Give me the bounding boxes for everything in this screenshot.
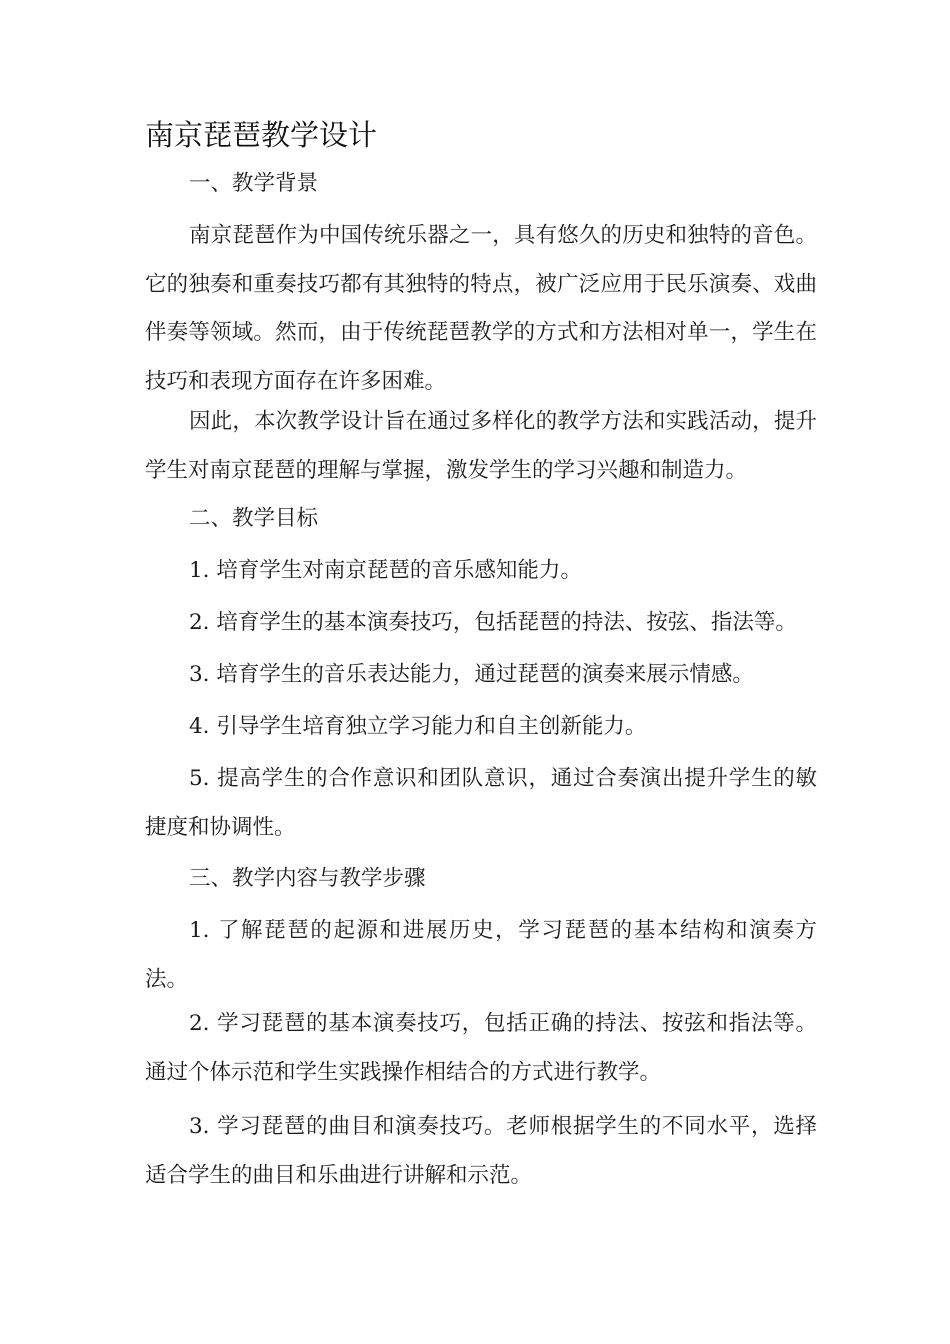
goal-item-5: 5. 提高学生的合作意识和团队意识，通过合奏演出提升学生的敏捷度和协调性。 — [145, 766, 817, 840]
step-item-1: 1. 了解琵琶的起源和进展历史，学习琵琶的基本结构和演奏方法。 — [145, 918, 817, 992]
step-item-2: 2. 学习琵琶的基本演奏技巧，包括正确的持法、按弦和指法等。通过个体示范和学生实践操作相结合的方式进行教学。 — [145, 1011, 817, 1085]
paragraph-background-2: 因此，本次教学设计旨在通过多样化的教学方法和实践活动，提升学生对南京琵琶的理解与掌握，激发学生的学习兴趣和制造力。 — [145, 409, 817, 483]
paragraph-background-1: 南京琵琶作为中国传统乐器之一，具有悠久的历史和独特的音色。它的独奏和重奏技巧都有其独特的特点，被广泛应用于民乐演奏、戏曲伴奏等领域。然而，由于传统琵琶教学的方式和方法相对单一，学生在技巧和表现方面存在许多困难。 — [145, 223, 817, 394]
section-heading-goals: 二、教学目标 — [189, 506, 319, 531]
goal-item-4: 4. 引导学生培育独立学习能力和自主创新能力。 — [189, 714, 647, 739]
section-heading-background: 一、教学背景 — [189, 171, 319, 196]
document-title: 南京琵琶教学设计 — [145, 118, 378, 152]
goal-item-2: 2. 培育学生的基本演奏技巧，包括琵琶的持法、按弦、指法等。 — [189, 610, 797, 635]
section-heading-content-steps: 三、教学内容与教学步骤 — [189, 866, 426, 891]
step-item-3: 3. 学习琵琶的曲目和演奏技巧。老师根据学生的不同水平，选择适合学生的曲目和乐曲进行讲解和示范。 — [145, 1114, 817, 1188]
goal-item-3: 3. 培育学生的音乐表达能力，通过琵琶的演奏来展示情感。 — [189, 662, 754, 687]
goal-item-1: 1. 培育学生对南京琵琶的音乐感知能力。 — [189, 558, 582, 583]
